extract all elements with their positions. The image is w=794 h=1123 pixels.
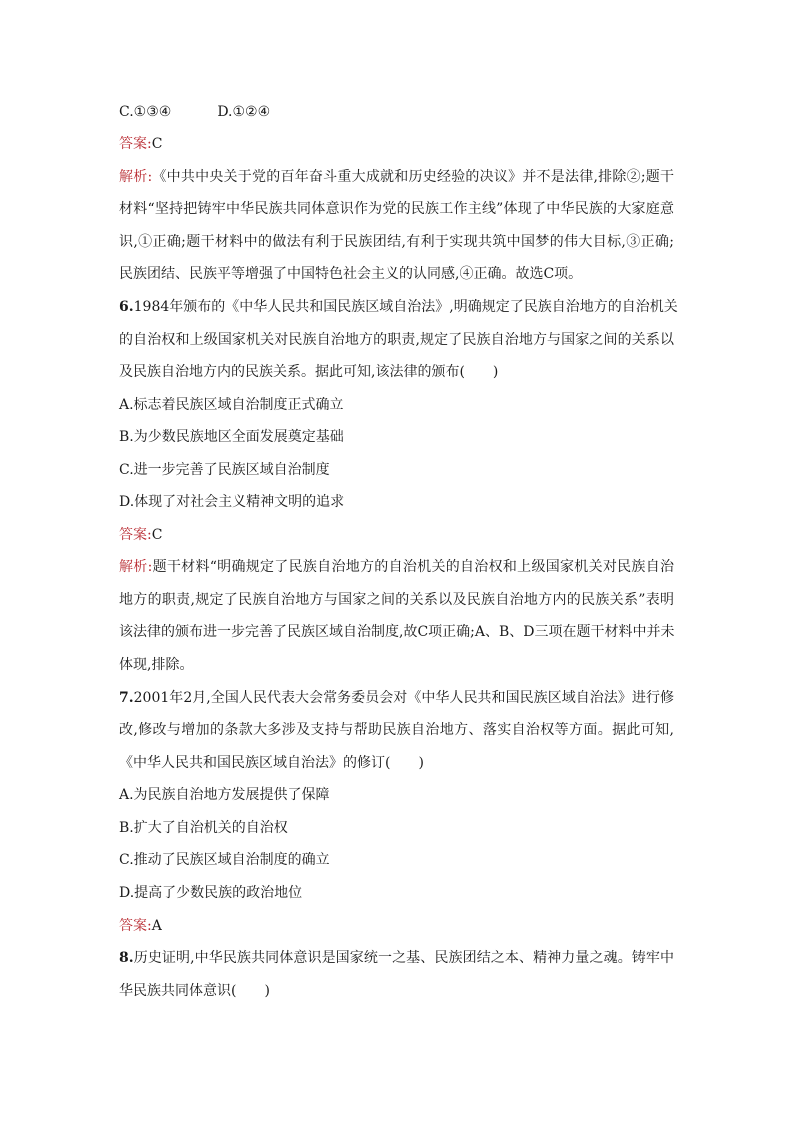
q5-analysis-line-1: 解析:《中共中央关于党的百年奋斗重大成就和历史经验的决议》并不是法律,排除②;题干	[119, 169, 675, 185]
q6-option-b: B.为少数民族地区全面发展奠定基础	[119, 429, 344, 445]
q8-stem-line-1: 8.历史证明,中华民族共同体意识是国家统一之基、民族团结之本、精神力量之魂。铸牢中	[119, 950, 674, 966]
q6-number: 6.	[119, 299, 134, 315]
q5-option-d: D.①②④	[217, 104, 271, 120]
q6-option-c: C.进一步完善了民族区域自治制度	[119, 462, 330, 478]
q6-analysis-line-1: 解析:题干材料“明确规定了民族自治地方的自治机关的自治权和上级国家机关对民族自治	[119, 559, 675, 575]
q7-stem-line-1: 7.2001年2月,全国人民代表大会常务委员会对《中华人民共和国民族区域自治法》进行修	[119, 690, 674, 706]
q6-answer	[119, 525, 162, 545]
q8-stem-line-2: 华民族共同体意识( )	[119, 983, 270, 999]
q7-stem-line-3: 《中华人民共和国民族区域自治法》的修订( )	[119, 755, 424, 771]
q6-answer-value: C	[151, 527, 163, 543]
q7-option-c: C.推动了民族区域自治制度的确立	[119, 852, 330, 868]
q6-analysis-line-4: 体现,排除。	[119, 657, 194, 673]
q5-analysis-label: 解析:	[119, 169, 153, 185]
q6-answer-label: 答案:	[119, 527, 152, 543]
q8-number: 8.	[119, 950, 134, 966]
q7-answer-value: A	[151, 918, 162, 934]
q6-analysis-line-3: 该法律的颁布进一步完善了民族区域自治制度,故C项正确;A、B、D三项在题干材料中并未	[119, 624, 675, 640]
q6-stem-line-1: 6.1984年颁布的《中华人民共和国民族区域自治法》,明确规定了民族自治地方的自治机关	[119, 299, 678, 315]
q5-analysis-line-4: 民族团结、民族平等增强了中国特色社会主义的认同感,④正确。故选C项。	[119, 266, 583, 282]
q5-analysis-line-2: 材料“坚持把铸牢中华民族共同体意识作为党的民族工作主线”体现了中华民族的大家庭意	[119, 201, 674, 217]
q6-stem-line-2: 的自治权和上级国家机关对民族自治地方的职责,规定了民族自治地方与国家之间的关系以	[119, 332, 674, 348]
q7-stem-line-2: 改,修改与增加的条款大多涉及支持与帮助民族自治地方、落实自治权等方面。据此可知,	[119, 722, 674, 738]
q5-option-c: C.①③④	[119, 104, 172, 120]
q5-analysis-line-3: 识,①正确;题干材料中的做法有利于民族团结,有利于实现共筑中国梦的伟大目标,③正确;	[119, 234, 674, 250]
q6-analysis-line-2: 地方的职责,规定了民族自治地方与国家之间的关系以及民族自治地方内的民族关系”表明	[119, 592, 674, 608]
q7-option-a: A.为民族自治地方发展提供了保障	[119, 787, 330, 803]
q6-option-a: A.标志着民族区域自治制度正式确立	[119, 397, 344, 413]
q6-stem-line-3: 及民族自治地方内的民族关系。据此可知,该法律的颁布( )	[119, 364, 499, 380]
q7-option-b: B.扩大了自治机关的自治权	[119, 820, 288, 836]
q5-answer-value: C	[151, 136, 163, 152]
q7-option-d: D.提高了少数民族的政治地位	[119, 885, 303, 901]
q6-option-d: D.体现了对社会主义精神文明的追求	[119, 494, 345, 510]
q7-answer-label: 答案:	[119, 918, 152, 934]
q7-number: 7.	[119, 690, 134, 706]
q5-answer	[119, 134, 162, 154]
q5-options-row	[119, 102, 270, 122]
q6-analysis-label: 解析:	[119, 559, 153, 575]
q7-answer	[119, 916, 162, 936]
q5-answer-label: 答案:	[119, 136, 152, 152]
